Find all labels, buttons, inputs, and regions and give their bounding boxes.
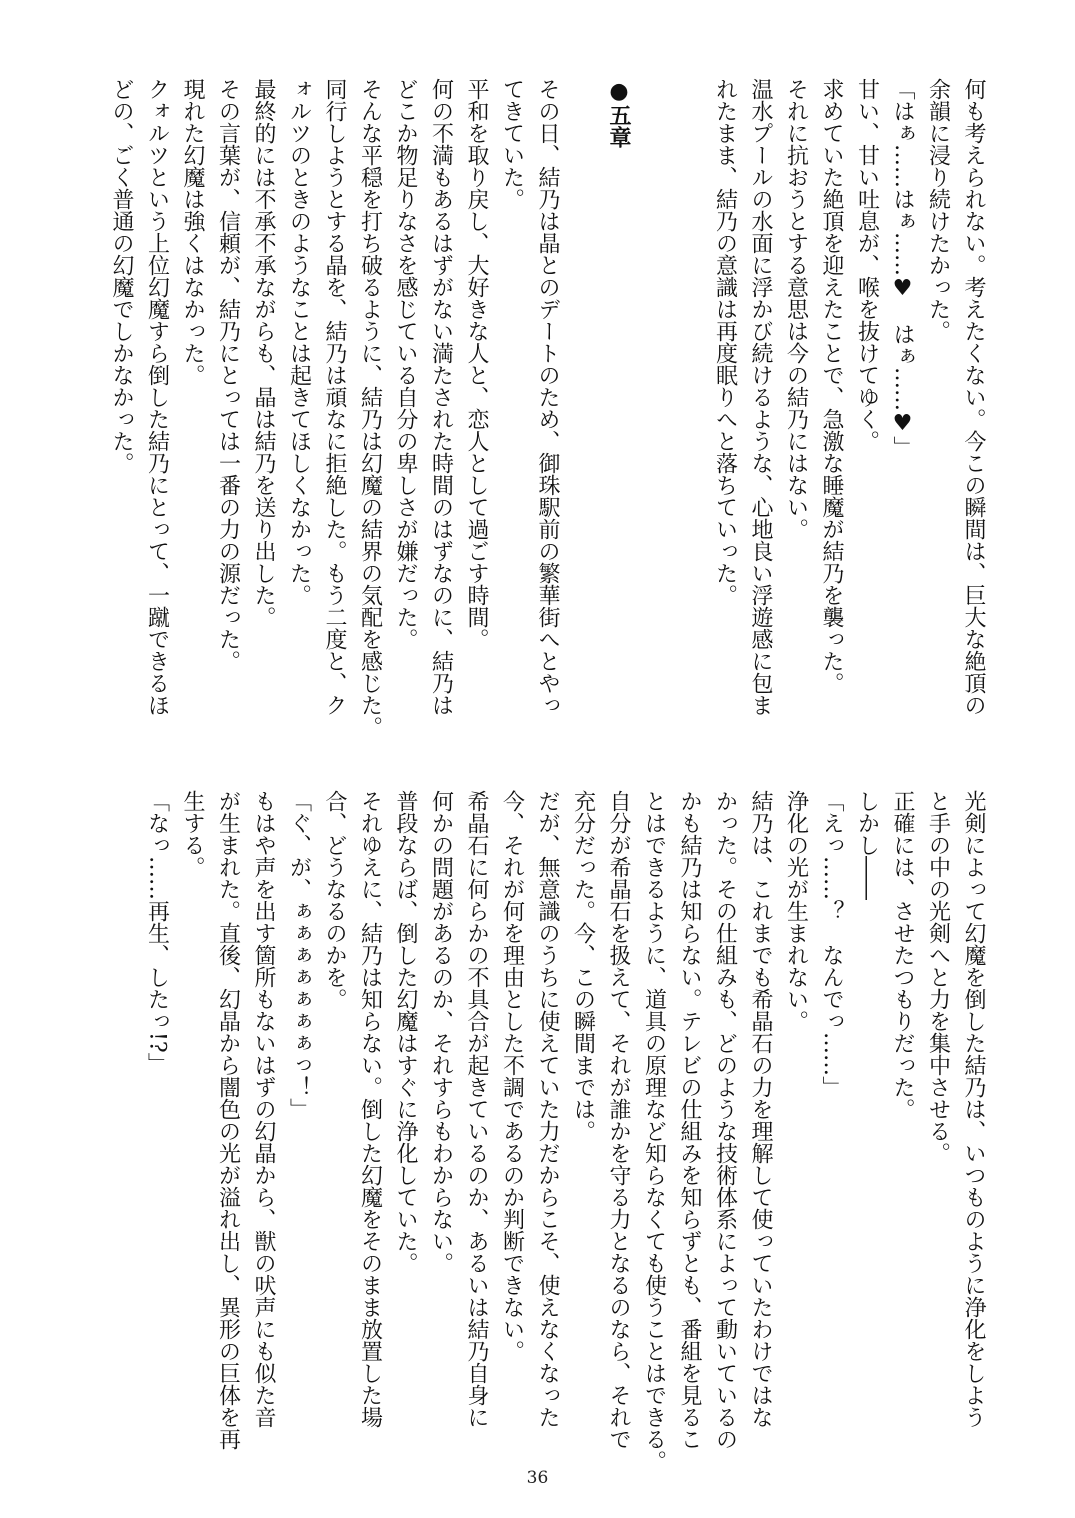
paragraph-line: とはできるように、道具の原理など知らなくても使うことはできる。 <box>641 790 667 1472</box>
dialogue-line: 「はぁ……はぁ……♥ はぁ……♥」 <box>890 78 915 458</box>
paragraph-line: 甘い、甘い吐息が、喉を抜けてゆく。 <box>854 78 880 452</box>
paragraph-line: 何の不満もあるはずがない満たされた時間のはずなのに、結乃は <box>428 78 454 716</box>
paragraph-line: 最終的には不承不承ながらも、晶は結乃を送り出した。 <box>251 78 276 628</box>
dialogue-line: 「なっ……再生、したっ!?」 <box>144 790 170 1075</box>
paragraph-line: クォルツという上位幻魔すら倒した結乃にとって、一蹴できるほ <box>144 78 170 716</box>
paragraph-line: 希晶石に何らかの不具合が起きているのか、あるいは結乃自身に <box>464 790 489 1428</box>
paragraph-line: 何かの問題があるのか、それすらもわからない。 <box>428 790 454 1274</box>
paragraph-line: 現れた幻魔は強くはなかった。 <box>180 78 205 386</box>
blank-line <box>672 78 708 738</box>
paragraph-line: 普段ならば、倒した幻魔はすぐに浄化していた。 <box>393 790 418 1274</box>
paragraph-line: 充分だった。今、この瞬間までは。 <box>570 790 596 1142</box>
paragraph-line: 光剣によって幻魔を倒した結乃は、いつものように浄化をしよう <box>961 790 986 1428</box>
dialogue-line: 「ぐ、が、ぁぁぁぁぁぁぁっ！」 <box>286 790 312 1120</box>
paragraph-line: と手の中の光剣へと力を集中させる。 <box>925 790 951 1164</box>
paragraph-line: それゆえに、結乃は知らない。倒した幻魔をそのまま放置した場 <box>357 790 383 1428</box>
paragraph-line: が生まれた。直後、幻晶から闇色の光が溢れ出し、異形の巨体を再 <box>215 790 241 1450</box>
blank-line <box>636 78 672 738</box>
paragraph-line: 温水プールの水面に浮かび続けるような、心地良い浮遊感に包ま <box>748 78 773 716</box>
paragraph-line: それに抗おうとする意思は今の結乃にはない。 <box>783 78 809 540</box>
chapter-heading: ●五章 <box>606 78 632 148</box>
paragraph-line: その日、結乃は晶とのデートのため、御珠駅前の繁華街へとやっ <box>535 78 560 716</box>
paragraph-line: その言葉が、信頼が、結乃にとっては一番の力の源だった。 <box>215 78 241 672</box>
paragraph-line: だが、無意識のうちに使えていた力だからこそ、使えなくなった <box>535 790 560 1428</box>
paragraph-line: どこか物足りなさを感じている自分の卑しさが嫌だった。 <box>393 78 418 650</box>
paragraph-line: 余韻に浸り続けたかった。 <box>925 78 951 342</box>
paragraph-line: どの、ごく普通の幻魔でしかなかった。 <box>109 78 134 474</box>
paragraph-line: しかし―― <box>854 790 880 900</box>
paragraph-line: 同行しようとする晶を、結乃は頑なに拒絶した。もう二度と、ク <box>322 78 347 716</box>
paragraph-line: 合、どうなるのかを。 <box>322 790 347 1010</box>
paragraph-line: 結乃は、これまでも希晶石の力を理解して使っていたわけではな <box>748 790 773 1428</box>
paragraph-line: ォルツのときのようなことは起きてほしくなかった。 <box>286 78 312 606</box>
paragraph-line: てきていた。 <box>499 78 525 210</box>
paragraph-line: 今、それが何を理由とした不調であるのか判断できない。 <box>499 790 525 1362</box>
paragraph-line: 平和を取り戻し、大好きな人と、恋人として過ごす時間。 <box>464 78 489 650</box>
paragraph-line: れたまま、結乃の意識は再度眠りへと落ちていった。 <box>712 78 738 606</box>
dialogue-line: 「えっ……？ なんでっ……」 <box>819 790 844 1098</box>
page-number: 36 <box>526 1468 549 1488</box>
paragraph-line: 自分が希晶石を扱えて、それが誰かを守る力となるのなら、それで <box>606 790 631 1450</box>
paragraph-line: 生する。 <box>180 790 205 878</box>
paragraph-line: 正確には、させたつもりだった。 <box>890 790 915 1120</box>
paragraph-line: そんな平穏を打ち破るように、結乃は幻魔の結界の気配を感じた。 <box>357 78 383 738</box>
paragraph-line: 何も考えられない。考えたくない。今この瞬間は、巨大な絶頂の <box>961 78 986 716</box>
paragraph-line: もはや声を出す箇所もないはずの幻晶から、獣の吠声にも似た音 <box>251 790 276 1428</box>
lower-text-block <box>139 790 991 1472</box>
blank-line <box>565 78 601 738</box>
upper-text-block <box>104 78 992 738</box>
paragraph-line: 求めていた絶頂を迎えたことで、急激な睡魔が結乃を襲った。 <box>819 78 844 694</box>
paragraph-line: かも結乃は知らない。テレビの仕組みを知らずとも、番組を見るこ <box>677 790 702 1450</box>
paragraph-line: 浄化の光が生まれない。 <box>783 790 809 1032</box>
paragraph-line: かった。その仕組みも、どのような技術体系によって動いているの <box>712 790 738 1450</box>
